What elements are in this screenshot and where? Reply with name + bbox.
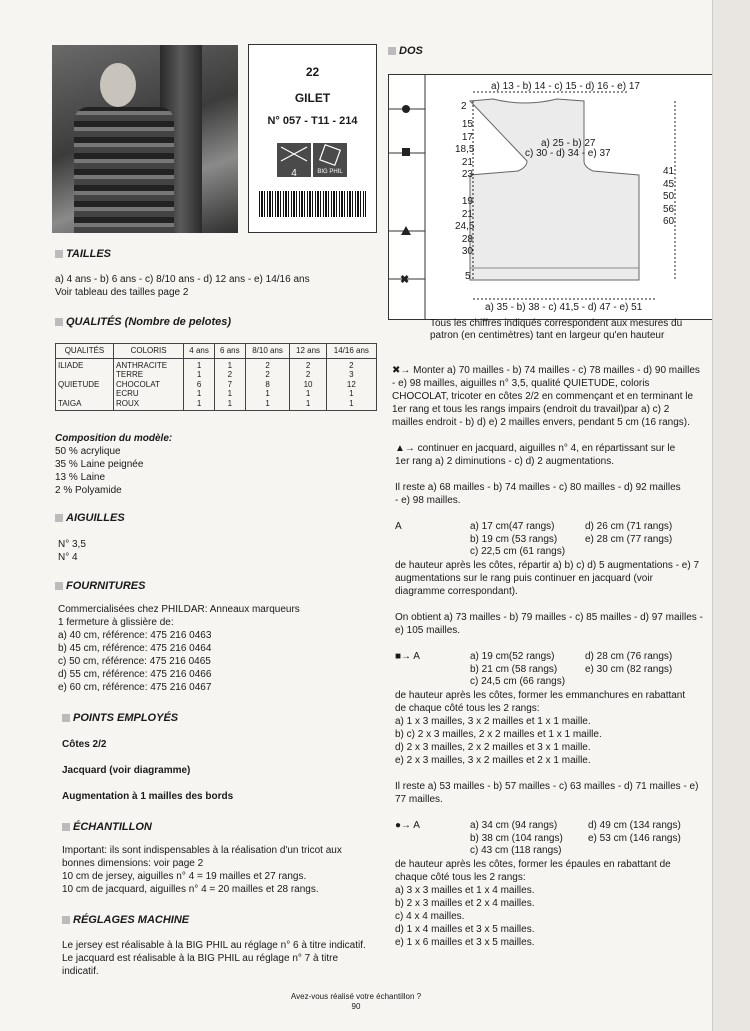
- point-item: Côtes 2/2: [62, 739, 107, 750]
- dim-top: a) 13 - b) 14 - c) 15 - d) 16 - e) 17: [491, 81, 640, 92]
- section-dos: DOS: [388, 45, 423, 57]
- instruction-line: ✖→ Monter a) 70 mailles - b) 74 mailles - c) 78 mailles - d) 90 mailles: [392, 365, 700, 376]
- section-points: POINTS EMPLOYÉS: [62, 712, 178, 724]
- machine-icon: [313, 143, 347, 177]
- model-reference: N° 057 - T11 - 214: [267, 115, 358, 127]
- dim-left-upper: 15 17 18,5 21 23: [455, 119, 475, 181]
- th-14-16ans: 14/16 ans: [326, 344, 376, 359]
- model-info-box: [248, 44, 377, 233]
- diagram-caption: patron (en centimètres) tant en largeur qu'en hauteur: [430, 330, 665, 341]
- step-left: a) 34 cm (94 rangs) b) 38 cm (104 rangs) c) 43 cm (118 rangs): [470, 820, 563, 857]
- instruction-line: de chaque côté tous les 2 rangs:: [395, 703, 540, 714]
- composition-line: 2 % Polyamide: [55, 485, 122, 496]
- reglages-line: indicatif.: [62, 966, 99, 977]
- instruction-line: a) 3 x 3 mailles et 1 x 4 mailles.: [395, 885, 535, 896]
- instruction-line: 1er rang et tous les rangs impairs (endroit du travail)par a) c) 2: [392, 404, 670, 415]
- step-left: a) 17 cm(47 rangs) b) 19 cm (53 rangs) c) 22,5 cm (61 rangs): [470, 521, 566, 558]
- section-qualites: QUALITÉS (Nombre de pelotes): [55, 316, 231, 328]
- instruction-line: augmentations sur le rang puis continuer en jacquard (voir: [395, 573, 653, 584]
- fourniture-item: a) 40 cm, référence: 475 216 0463: [58, 630, 212, 641]
- aiguille-item: N° 4: [58, 552, 78, 563]
- step-label: ■→ A: [395, 651, 420, 662]
- level-value: 4: [291, 168, 297, 179]
- section-reglages: RÉGLAGES MACHINE: [62, 914, 189, 926]
- echantillon-line: bonnes dimensions: voir page 2: [62, 858, 204, 869]
- instruction-line: c) 4 x 4 mailles.: [395, 911, 465, 922]
- instruction-line: de hauteur après les côtes, former les emmanchures en rabattant: [395, 690, 686, 701]
- th-12ans: 12 ans: [290, 344, 326, 359]
- section-echantillon: ÉCHANTILLON: [62, 821, 152, 833]
- point-item: Augmentation à 1 mailles des bords: [62, 791, 234, 802]
- instruction-line: de hauteur après les côtes, répartir a) b) c) d) 5 augmentations - e) 7: [395, 560, 700, 571]
- footer-question: Avez-vous réalisé votre échantillon ?: [290, 992, 422, 1001]
- reglages-line: Le jacquard est réalisable à la BIG PHIL au réglage n° 7 à titre: [62, 953, 339, 964]
- instruction-line: CHOCOLAT, tricoter en côtes 2/2 en commençant et en terminant le: [392, 391, 694, 402]
- step-label: ●→ A: [395, 820, 420, 831]
- instruction-line: b) c) 2 x 3 mailles, 2 x 2 mailles et 1 x 1 maille.: [395, 729, 602, 740]
- aiguille-item: N° 3,5: [58, 539, 86, 550]
- instruction-line: - e) 98 mailles.: [395, 495, 461, 506]
- instruction-line: e) 105 mailles.: [395, 625, 461, 636]
- fourniture-item: c) 50 cm, référence: 475 216 0465: [58, 656, 211, 667]
- echantillon-line: Important: ils sont indispensables à la réalisation d'un tricot aux: [62, 845, 342, 856]
- machine-icon-label: BIG PHIL: [317, 169, 343, 175]
- td-14-16ans: 2 3 12 1 1: [326, 358, 376, 411]
- needles-icon: [277, 143, 311, 177]
- instruction-line: e) 2 x 3 mailles, 3 x 2 mailles et 2 x 1 maille.: [395, 755, 591, 766]
- instruction-line: d) 2 x 3 mailles, 2 x 2 mailles et 3 x 1 maille.: [395, 742, 591, 753]
- composition-line: 35 % Laine peignée: [55, 459, 144, 470]
- th-qualites: QUALITÉS: [56, 344, 114, 359]
- instruction-line: 77 mailles.: [395, 794, 443, 805]
- tailles-line1: a) 4 ans - b) 6 ans - c) 8/10 ans - d) 12 ans - e) 14/16 ans: [55, 274, 310, 285]
- th-8-10ans: 8/10 ans: [245, 344, 290, 359]
- step-right: d) 28 cm (76 rangs) e) 30 cm (82 rangs): [585, 651, 673, 675]
- instruction-line: a) 1 x 3 mailles, 3 x 2 mailles et 1 x 1 maille.: [395, 716, 591, 727]
- model-photo: [52, 45, 238, 233]
- instruction-line: 1er rang a) 2 diminutions - c) d) 2 augmentations.: [395, 456, 614, 467]
- step-left: a) 19 cm(52 rangs) b) 21 cm (58 rangs) c) 24,5 cm (66 rangs): [470, 651, 566, 688]
- instruction-line: e) 1 x 6 mailles et 3 x 5 mailles.: [395, 937, 535, 948]
- section-aiguilles: AIGUILLES: [55, 512, 125, 524]
- barcode: [259, 191, 366, 217]
- svg-text:✖: ✖: [400, 274, 410, 286]
- instruction-line: d) 1 x 4 mailles et 3 x 5 mailles.: [395, 924, 535, 935]
- dim-bottom: a) 35 - b) 38 - c) 41,5 - d) 47 - e) 51: [485, 302, 643, 313]
- echantillon-line: 10 cm de jacquard, aiguilles n° 4 = 20 mailles et 28 rangs.: [62, 884, 319, 895]
- instruction-line: de hauteur après les côtes, former les épaules en rabattant de: [395, 859, 671, 870]
- composition-title: Composition du modèle:: [55, 433, 173, 444]
- td-coloris: ANTHRACITE TERRE CHOCOLAT ECRU ROUX: [113, 358, 183, 411]
- fourniture-item: b) 45 cm, référence: 475 216 0464: [58, 643, 212, 654]
- composition-line: 50 % acrylique: [55, 446, 121, 457]
- next-page-edge: [712, 0, 750, 1031]
- instruction-line: diagramme correspondant).: [395, 586, 518, 597]
- instruction-line: mailles endroit - b) d) e) 2 mailles envers, pendant 5 cm (16 rangs).: [392, 417, 690, 428]
- page-number: 90: [351, 1002, 361, 1011]
- td-qualities: ILIADE QUIETUDE TAIGA: [56, 358, 114, 411]
- td-4ans: 1 1 6 1 1: [184, 358, 215, 411]
- instruction-line: - e) 98 mailles, aiguilles n° 3,5, qualité QUIETUDE, coloris: [392, 378, 650, 389]
- back-schematic: [388, 74, 714, 320]
- model-number: 22: [305, 65, 320, 79]
- point-item: Jacquard (voir diagramme): [62, 765, 191, 776]
- dim-neck: 2: [461, 101, 467, 112]
- diagram-caption: Tous les chiffres indiqués correspondent aux mesures du: [430, 318, 683, 329]
- td-6ans: 1 2 7 1 1: [214, 358, 245, 411]
- step-label: A: [395, 521, 402, 532]
- qualities-table: [55, 343, 377, 411]
- instruction-line: chaque côté tous les 2 rangs:: [395, 872, 526, 883]
- dim-mid1: a) 25 - b) 27: [541, 138, 596, 149]
- fourniture-item: d) 55 cm, référence: 475 216 0466: [58, 669, 212, 680]
- instruction-line: On obtient a) 73 mailles - b) 79 mailles - c) 85 mailles - d) 97 mailles -: [395, 612, 703, 623]
- instruction-line: Il reste a) 53 mailles - b) 57 mailles - c) 63 mailles - d) 71 mailles - e): [395, 781, 699, 792]
- th-coloris: COLORIS: [113, 344, 183, 359]
- fournitures-line1: Commercialisées chez PHILDAR: Anneaux marqueurs: [58, 604, 300, 615]
- section-tailles: TAILLES: [55, 248, 111, 260]
- section-fournitures: FOURNITURES: [55, 580, 145, 592]
- step-right: d) 26 cm (71 rangs) e) 28 cm (77 rangs): [585, 521, 673, 545]
- th-6ans: 6 ans: [214, 344, 245, 359]
- td-12ans: 2 2 10 1 1: [290, 358, 326, 411]
- dim-mid2: c) 30 - d) 34 - e) 37: [525, 148, 611, 159]
- dim-right: 41 45 50 56 60: [663, 166, 675, 228]
- fourniture-item: e) 60 cm, référence: 475 216 0467: [58, 682, 212, 693]
- fournitures-line2: 1 fermeture à glissière de:: [58, 617, 174, 628]
- instruction-line: ▲→ continuer en jacquard, aiguilles n° 4, en répartissant sur le: [395, 443, 676, 454]
- step-right: d) 49 cm (134 rangs) e) 53 cm (146 rangs): [588, 820, 681, 844]
- model-name: GILET: [294, 91, 331, 105]
- reglages-line: Le jersey est réalisable à la BIG PHIL au réglage n° 6 à titre indicatif.: [62, 940, 366, 951]
- echantillon-line: 10 cm de jersey, aiguilles n° 4 = 19 mailles et 27 rangs.: [62, 871, 307, 882]
- dim-left-lower: 19 21 24,5 28 30: [455, 196, 475, 258]
- td-8-10ans: 2 2 8 1 1: [245, 358, 290, 411]
- composition-line: 13 % Laine: [55, 472, 106, 483]
- instruction-line: b) 2 x 3 mailles et 2 x 4 mailles.: [395, 898, 535, 909]
- tailles-line2: Voir tableau des tailles page 2: [55, 287, 189, 298]
- instruction-line: Il reste a) 68 mailles - b) 74 mailles - c) 80 mailles - d) 92 mailles: [395, 482, 681, 493]
- th-4ans: 4 ans: [184, 344, 215, 359]
- dim-rib: 5: [465, 271, 471, 282]
